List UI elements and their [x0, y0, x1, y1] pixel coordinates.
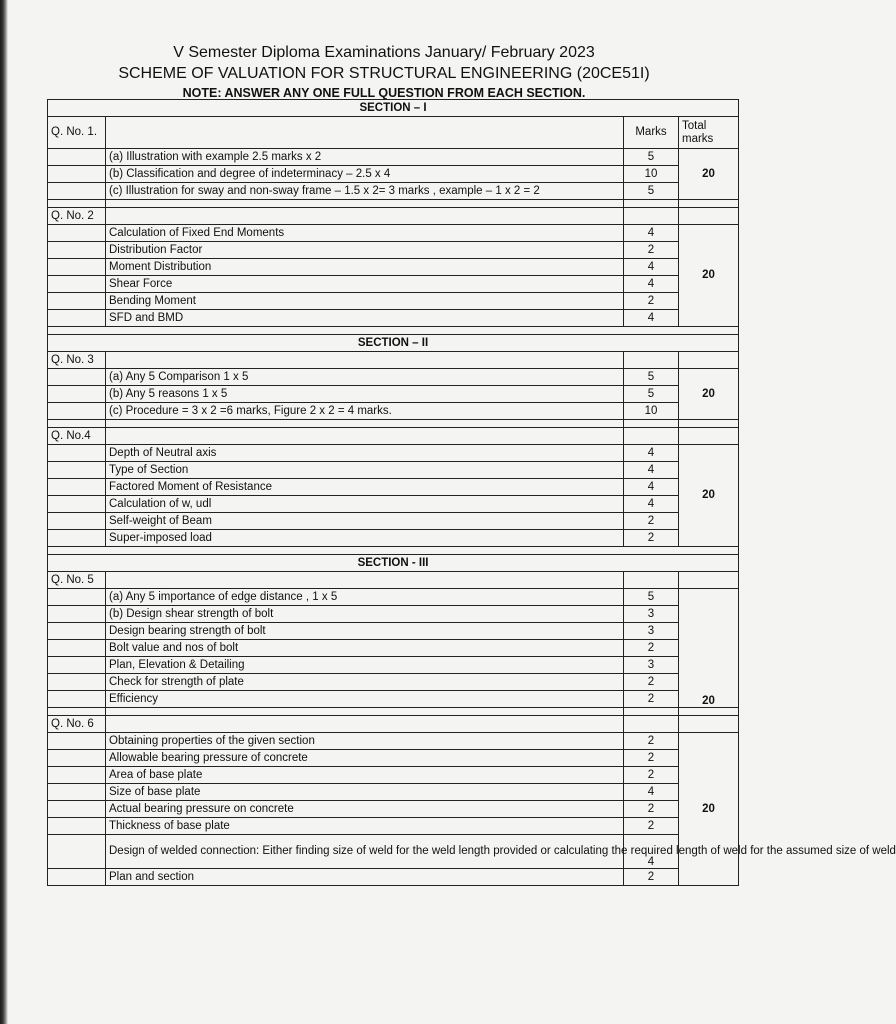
blank-cell — [48, 801, 106, 818]
criterion-marks: 4 — [624, 496, 679, 513]
blank-cell — [48, 445, 106, 462]
spacer-cell — [106, 420, 624, 428]
blank-cell — [48, 623, 106, 640]
criterion-marks: 2 — [624, 818, 679, 835]
criterion-text: Design bearing strength of bolt — [106, 623, 624, 640]
spacer-cell — [679, 420, 739, 428]
blank-cell — [48, 818, 106, 835]
criteria-row — [48, 496, 739, 513]
criterion-marks: 10 — [624, 166, 679, 183]
criterion-text: Bending Moment — [106, 293, 624, 310]
blank-cell — [48, 462, 106, 479]
spacer-cell — [48, 327, 739, 335]
criterion-text: Factored Moment of Resistance — [106, 479, 624, 496]
valuation-table-body — [48, 100, 896, 886]
criterion-text: Shear Force — [106, 276, 624, 293]
criterion-marks: 3 — [624, 657, 679, 674]
criteria-row — [48, 462, 739, 479]
question-row — [48, 572, 739, 589]
blank-cell — [48, 606, 106, 623]
blank-cell — [48, 310, 106, 327]
criterion-marks: 2 — [624, 242, 679, 259]
criteria-row — [48, 750, 739, 767]
section-title: SECTION – II — [48, 335, 739, 352]
spacer-row — [48, 420, 739, 428]
question-desc — [106, 428, 624, 445]
criterion-marks: 4 — [624, 445, 679, 462]
criterion-text: (b) Any 5 reasons 1 x 5 — [106, 386, 624, 403]
criterion-marks: 3 — [624, 606, 679, 623]
criterion-marks: 5 — [624, 183, 679, 200]
spacer-cell — [624, 200, 679, 208]
criterion-text: (c) Illustration for sway and non-sway frame – 1.5 x 2= 3 marks , example – 1 x 2 = 2 — [106, 183, 624, 200]
section-title: SECTION - III — [48, 555, 739, 572]
criteria-row — [48, 445, 739, 462]
spacer-row — [48, 327, 739, 335]
blank-cell — [48, 293, 106, 310]
question-label: Q. No.4 — [48, 428, 106, 445]
criterion-text: (a) Any 5 importance of edge distance , 1 x 5 — [106, 589, 624, 606]
criterion-marks: 4 — [624, 784, 679, 801]
question-desc — [106, 117, 624, 149]
criteria-row — [48, 674, 739, 691]
blank-cell — [48, 869, 106, 886]
criterion-marks: 2 — [624, 513, 679, 530]
criterion-marks: 4 — [624, 835, 679, 869]
criteria-row — [48, 640, 739, 657]
criterion-marks: 2 — [624, 869, 679, 886]
criteria-row — [48, 623, 739, 640]
criterion-text: Plan, Elevation & Detailing — [106, 657, 624, 674]
criterion-text: Area of base plate — [106, 767, 624, 784]
blank-cell — [48, 784, 106, 801]
criterion-marks: 5 — [624, 386, 679, 403]
criterion-marks: 2 — [624, 640, 679, 657]
marks-header — [624, 716, 679, 733]
question-total: 20 — [679, 733, 739, 886]
blank-cell — [48, 640, 106, 657]
section-row — [48, 555, 739, 572]
criteria-row — [48, 183, 739, 200]
criterion-marks: 2 — [624, 674, 679, 691]
question-row — [48, 352, 739, 369]
criteria-row — [48, 767, 739, 784]
criterion-marks: 2 — [624, 293, 679, 310]
question-row — [48, 208, 739, 225]
criterion-marks: 2 — [624, 691, 679, 708]
spacer-row — [48, 708, 739, 716]
criteria-row — [48, 149, 739, 166]
blank-cell — [48, 183, 106, 200]
criteria-row — [48, 166, 739, 183]
criterion-text: Obtaining properties of the given section — [106, 733, 624, 750]
criteria-row — [48, 369, 739, 386]
section-row — [48, 335, 739, 352]
question-desc — [106, 208, 624, 225]
criteria-row — [48, 733, 739, 750]
scan-edge — [0, 0, 8, 1024]
criteria-row — [48, 657, 739, 674]
question-label: Q. No. 6 — [48, 716, 106, 733]
criteria-row — [48, 589, 739, 606]
marks-header: Marks — [624, 117, 679, 149]
criteria-row — [48, 530, 739, 547]
criterion-marks: 4 — [624, 462, 679, 479]
criterion-text: (b) Design shear strength of bolt — [106, 606, 624, 623]
criterion-marks: 10 — [624, 403, 679, 420]
criteria-row — [48, 242, 739, 259]
blank-cell — [48, 386, 106, 403]
total-header — [679, 208, 739, 225]
total-header — [679, 572, 739, 589]
blank-cell — [48, 589, 106, 606]
criterion-text: Bolt value and nos of bolt — [106, 640, 624, 657]
criterion-text: (b) Classification and degree of indeterminacy – 2.5 x 4 — [106, 166, 624, 183]
spacer-cell — [106, 200, 624, 208]
marks-header — [624, 572, 679, 589]
criteria-row — [48, 479, 739, 496]
criterion-text: Thickness of base plate — [106, 818, 624, 835]
criterion-text: Allowable bearing pressure of concrete — [106, 750, 624, 767]
criterion-marks: 4 — [624, 225, 679, 242]
spacer-row — [48, 200, 739, 208]
question-label: Q. No. 1. — [48, 117, 106, 149]
question-total: 20 — [679, 445, 739, 547]
question-total: 20 — [679, 369, 739, 420]
criteria-row — [48, 691, 739, 708]
criterion-text: SFD and BMD — [106, 310, 624, 327]
question-total: 20 — [679, 149, 739, 200]
spacer-cell — [48, 420, 106, 428]
spacer-cell — [106, 708, 624, 716]
spacer-cell — [48, 200, 106, 208]
criterion-marks: 2 — [624, 530, 679, 547]
blank-cell — [48, 750, 106, 767]
criterion-text: Calculation of Fixed End Moments — [106, 225, 624, 242]
criterion-marks: 5 — [624, 589, 679, 606]
question-total: 20 — [679, 225, 739, 327]
spacer-row — [48, 547, 739, 555]
criterion-text: Moment Distribution — [106, 259, 624, 276]
question-row — [48, 117, 739, 149]
blank-cell — [48, 767, 106, 784]
blank-cell — [48, 674, 106, 691]
criterion-marks: 3 — [624, 623, 679, 640]
criterion-marks: 4 — [624, 310, 679, 327]
criterion-marks: 4 — [624, 479, 679, 496]
criterion-text: (a) Any 5 Comparison 1 x 5 — [106, 369, 624, 386]
blank-cell — [48, 530, 106, 547]
question-label: Q. No. 3 — [48, 352, 106, 369]
criteria-row — [48, 801, 739, 818]
criteria-row — [48, 403, 739, 420]
criterion-text: Design of welded connection: Either finding size of weld for the weld length provided or calculating the required length of weld for the assumed size of weld — [106, 835, 624, 869]
criterion-marks: 4 — [624, 259, 679, 276]
criterion-text: (c) Procedure = 3 x 2 =6 marks, Figure 2 x 2 = 4 marks. — [106, 403, 624, 420]
total-header — [679, 716, 739, 733]
question-row — [48, 428, 739, 445]
criteria-row — [48, 818, 739, 835]
marks-header — [624, 428, 679, 445]
criterion-text: Self-weight of Beam — [106, 513, 624, 530]
criterion-text: Efficiency — [106, 691, 624, 708]
criteria-row — [48, 835, 739, 869]
blank-cell — [48, 225, 106, 242]
blank-cell — [48, 733, 106, 750]
criteria-row — [48, 259, 739, 276]
criteria-row — [48, 869, 739, 886]
spacer-cell — [624, 708, 679, 716]
total-header: Total marks — [679, 117, 739, 149]
criteria-row — [48, 606, 739, 623]
total-header — [679, 352, 739, 369]
criterion-marks: 4 — [624, 276, 679, 293]
question-row — [48, 716, 739, 733]
question-label: Q. No. 5 — [48, 572, 106, 589]
marks-header — [624, 352, 679, 369]
section-title: SECTION – I — [48, 100, 739, 117]
criteria-row — [48, 513, 739, 530]
spacer-cell — [48, 708, 106, 716]
criterion-text: Super-imposed load — [106, 530, 624, 547]
blank-cell — [48, 149, 106, 166]
criterion-text: Depth of Neutral axis — [106, 445, 624, 462]
blank-cell — [48, 691, 106, 708]
spacer-cell — [679, 708, 739, 716]
blank-cell — [48, 242, 106, 259]
blank-cell — [48, 259, 106, 276]
criterion-text: Plan and section — [106, 869, 624, 886]
note-line: NOTE: ANSWER ANY ONE FULL QUESTION FROM EACH SECTION. — [182, 86, 586, 100]
criteria-row — [48, 310, 739, 327]
criteria-row — [48, 276, 739, 293]
exam-title: V Semester Diploma Examinations January/ February 2023 — [173, 44, 595, 61]
criterion-text: Type of Section — [106, 462, 624, 479]
blank-cell — [48, 496, 106, 513]
marks-header — [624, 208, 679, 225]
criterion-text: (a) Illustration with example 2.5 marks x 2 — [106, 149, 624, 166]
criterion-text: Check for strength of plate — [106, 674, 624, 691]
criteria-row — [48, 386, 739, 403]
scheme-title: SCHEME OF VALUATION FOR STRUCTURAL ENGINEERING (20CE51I) — [118, 65, 650, 82]
question-desc — [106, 572, 624, 589]
blank-cell — [48, 403, 106, 420]
criterion-text: Calculation of w, udl — [106, 496, 624, 513]
question-label: Q. No. 2 — [48, 208, 106, 225]
blank-cell — [48, 479, 106, 496]
criteria-row — [48, 784, 739, 801]
criteria-row — [48, 293, 739, 310]
criterion-marks: 5 — [624, 149, 679, 166]
question-desc — [106, 716, 624, 733]
criterion-marks: 5 — [624, 369, 679, 386]
criterion-marks: 2 — [624, 750, 679, 767]
spacer-cell — [624, 420, 679, 428]
spacer-cell — [679, 200, 739, 208]
criterion-text: Size of base plate — [106, 784, 624, 801]
blank-cell — [48, 369, 106, 386]
blank-cell — [48, 276, 106, 293]
question-total: 20 — [679, 589, 739, 708]
criterion-marks: 2 — [624, 767, 679, 784]
criterion-marks: 2 — [624, 733, 679, 750]
blank-cell — [48, 835, 106, 869]
criterion-marks: 2 — [624, 801, 679, 818]
section-row — [48, 100, 739, 117]
criterion-text: Actual bearing pressure on concrete — [106, 801, 624, 818]
valuation-table — [47, 99, 896, 886]
spacer-cell — [48, 547, 739, 555]
total-header — [679, 428, 739, 445]
blank-cell — [48, 166, 106, 183]
question-desc — [106, 352, 624, 369]
criteria-row — [48, 225, 739, 242]
blank-cell — [48, 657, 106, 674]
blank-cell — [48, 513, 106, 530]
criterion-text: Distribution Factor — [106, 242, 624, 259]
